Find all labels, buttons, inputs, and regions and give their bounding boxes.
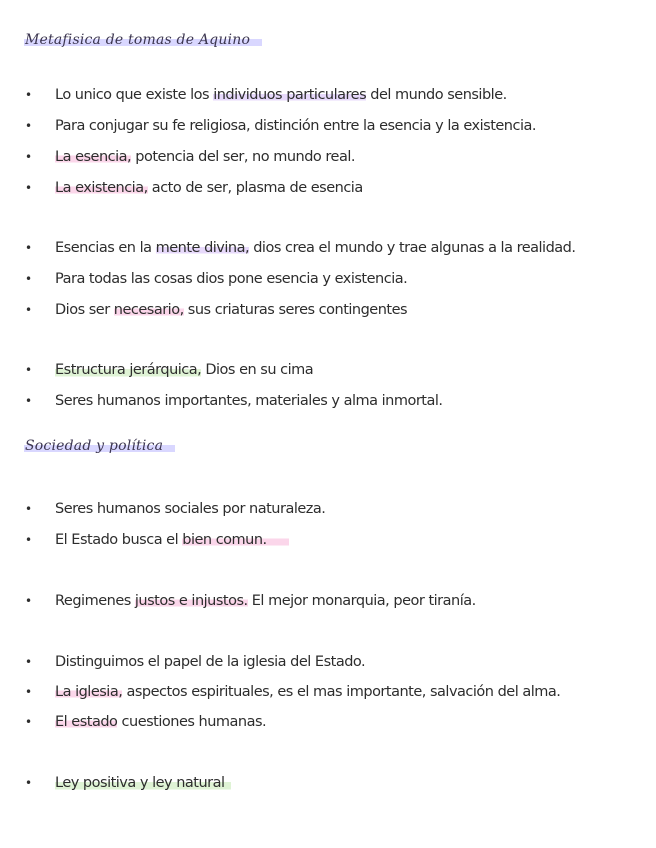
bullet-dot: • xyxy=(25,394,32,408)
bullet-item: • Dios ser necesario, sus criaturas seres contingentes xyxy=(25,302,408,318)
highlight: bien comun. xyxy=(182,532,288,548)
bullet-item: • La existencia, acto de ser, plasma de esencia xyxy=(25,180,363,196)
highlight: Ley positiva y ley natural xyxy=(55,775,231,791)
bullet-item: • Lo unico que existe los individuos particulares del mundo sensible. xyxy=(25,87,507,103)
bullet-dot: • xyxy=(25,181,32,195)
highlight: La esencia, xyxy=(55,149,132,165)
bullet-dot: • xyxy=(25,502,32,516)
bullet-dot: • xyxy=(25,776,32,790)
bullet-dot: • xyxy=(25,119,32,133)
bullet-dot: • xyxy=(25,241,32,255)
heading-text: Metafisica de tomas de Aquino xyxy=(24,32,262,48)
heading-metafisica xyxy=(24,32,262,48)
bullet-dot: • xyxy=(25,685,32,699)
bullet-dot: • xyxy=(25,533,32,547)
bullet-dot: • xyxy=(25,150,32,164)
bullet-item xyxy=(25,773,645,793)
bullet-item: • Regimenes justos e injustos. El mejor monarquia, peor tiranía. xyxy=(25,593,476,609)
bullet-dot: • xyxy=(25,715,32,729)
bullet-dot: • xyxy=(25,363,32,377)
highlight: individuos particulares xyxy=(213,87,367,103)
bullet-dot: • xyxy=(25,594,32,608)
bullet-item: • Seres humanos importantes, materiales y alma inmortal. xyxy=(25,393,443,409)
bullet-item: • Para conjugar su fe religiosa, distinción entre la esencia y la existencia. xyxy=(25,118,536,134)
highlight: La iglesia, xyxy=(55,684,123,700)
bullet-item: • El estado cuestiones humanas. xyxy=(25,714,267,730)
highlight: necesario, xyxy=(113,302,184,318)
bullet-item: • La esencia, potencia del ser, no mundo real. xyxy=(25,149,355,165)
bullet-item: • Esencias en la mente divina, dios crea el mundo y trae algunas a la realidad. xyxy=(25,240,576,256)
highlight: La existencia, xyxy=(55,180,148,196)
heading-sociedad xyxy=(24,438,175,454)
highlight: mente divina, xyxy=(155,240,250,256)
bullet-item: • Para todas las cosas dios pone esencia y existencia. xyxy=(25,271,408,287)
bullet-dot: • xyxy=(25,272,32,286)
bullet-item: • La iglesia, aspectos espirituales, es el mas importante, salvación del alma. xyxy=(25,684,561,700)
bullet-item: • Estructura jerárquica, Dios en su cima xyxy=(25,362,314,378)
bullet-item: • Distinguimos el papel de la iglesia del Estado. xyxy=(25,654,366,670)
highlight: Estructura jerárquica, xyxy=(55,362,202,378)
bullet-dot: • xyxy=(25,88,32,102)
bullet-dot: • xyxy=(25,655,32,669)
bullet-dot: • xyxy=(25,303,32,317)
bullet-item: • El Estado busca el bien comun. xyxy=(25,530,645,550)
bullet-item: • Seres humanos sociales por naturaleza. xyxy=(25,501,326,517)
heading-text: Sociedad y política xyxy=(24,438,175,454)
highlight: El estado xyxy=(55,714,118,730)
highlight: justos e injustos. xyxy=(134,593,248,609)
